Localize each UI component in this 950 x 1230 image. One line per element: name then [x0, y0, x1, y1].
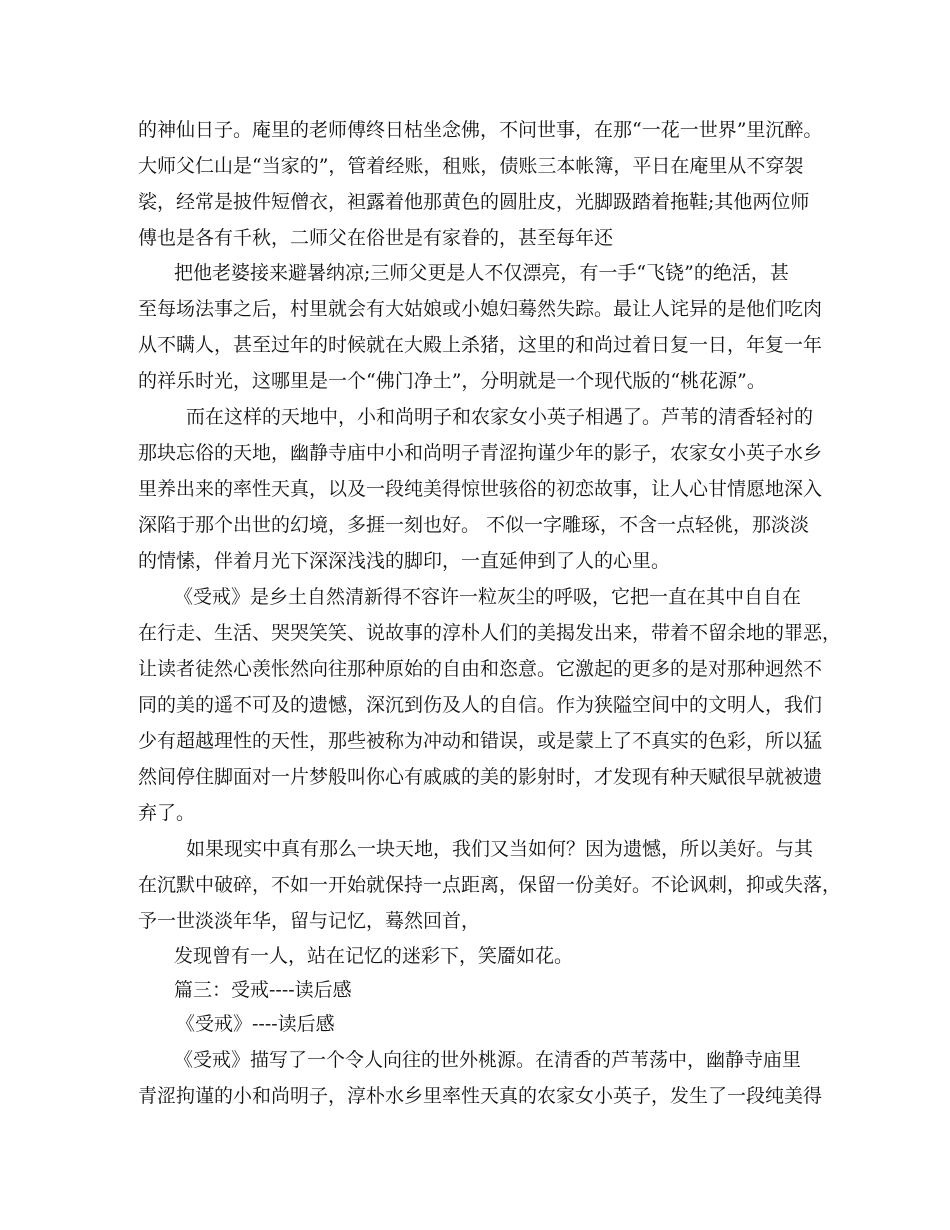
text-line: 的情愫，伴着月光下深深浅浅的脚印，一直延伸到了人的心里。 — [138, 550, 671, 572]
text-line: 的祥乐时光，这哪里是一个“佛门净土”，分明就是一个现代版的“桃花源”。 — [138, 370, 766, 392]
text-line: 发现曾有一人，站在记忆的迷彩下，笑靥如花。 — [174, 945, 574, 967]
text-line: 至每场法事之后，村里就会有大姑娘或小媳妇蓦然失踪。最让人诧异的是他们吃肉 — [138, 298, 823, 320]
text-line: 青涩拘谨的小和尚明子，淳朴水乡里率性天真的农家女小英子，发生了一段纯美得 — [138, 1085, 823, 1107]
text-line: 深陷于那个出世的幻境，多捱一刻也好。 不似一字雕琢，不含一点轻佻，那淡淡 — [138, 514, 810, 536]
text-line: 《受戒》是乡土自然清新得不容许一粒灰尘的呼吸，它把一直在其中自自在 — [174, 586, 802, 608]
text-line: 里养出来的率性天真，以及一段纯美得惊世骇俗的初恋故事，让人心甘情愿地深入 — [138, 478, 823, 500]
text-line: 从不瞒人，甚至过年的时候就在大殿上杀猪，这里的和尚过着日复一日，年复一年 — [138, 334, 823, 356]
text-line: 少有超越理性的天性，那些被称为冲动和错误，或是蒙上了不真实的色彩，所以猛 — [138, 730, 823, 752]
text-line: 予一世淡淡年华，留与记忆，蓦然回首， — [138, 910, 481, 932]
text-line: 大师父仁山是“当家的”，管着经账，租账，债账三本帐簿，平日在庵里从不穿袈 — [138, 155, 804, 177]
text-line: 把他老婆接来避暑纳凉;三师父更是人不仅漂亮，有一手“飞铙”的绝活，甚 — [174, 262, 789, 284]
text-line: 同的美的遥不可及的遗憾，深沉到伤及人的自信。作为狭隘空间中的文明人，我们 — [138, 694, 823, 716]
text-line: 傅也是各有千秋，二师父在俗世是有家眷的，甚至每年还 — [138, 227, 614, 249]
text-line: 如果现实中真有那么一块天地，我们又当如何？因为遗憾，所以美好。与其 — [186, 838, 814, 860]
text-line: 而在这样的天地中，小和尚明子和农家女小英子相遇了。芦苇的清香轻衬的 — [186, 406, 814, 428]
text-line: 那块忘俗的天地，幽静寺庙中小和尚明子青涩拘谨少年的影子，农家女小英子水乡 — [138, 442, 823, 464]
section-subheading: 《受戒》----读后感 — [176, 1013, 335, 1035]
text-line: 弃了。 — [138, 802, 196, 824]
text-line: 让读者徒然心羡怅然向往那种原始的自由和恣意。它激起的更多的是对那种迥然不 — [138, 658, 823, 680]
text-line: 的神仙日子。庵里的老师傅终日枯坐念佛，不问世事，在那“一花一世界”里沉醉。 — [138, 119, 823, 141]
text-line: 《受戒》描写了一个令人向往的世外桃源。在清香的芦苇荡中，幽静寺庙里 — [174, 1049, 802, 1071]
text-line: 在行走、生活、哭哭笑笑、说故事的淳朴人们的美揭发出来，带着不留余地的罪恶， — [138, 622, 842, 644]
text-line: 然间停住脚面对一片梦般叫你心有戚戚的美的影射时，才发现有种天赋很早就被遗 — [138, 766, 823, 788]
section-heading: 篇三：受戒----读后感 — [174, 979, 352, 1001]
text-line: 在沉默中破碎，不如一开始就保持一点距离，保留一份美好。不论讽刺，抑或失落， — [138, 874, 842, 896]
text-line: 裟，经常是披件短僧衣，袒露着他那黄色的圆肚皮，光脚趿踏着拖鞋;其他两位师 — [138, 191, 810, 213]
